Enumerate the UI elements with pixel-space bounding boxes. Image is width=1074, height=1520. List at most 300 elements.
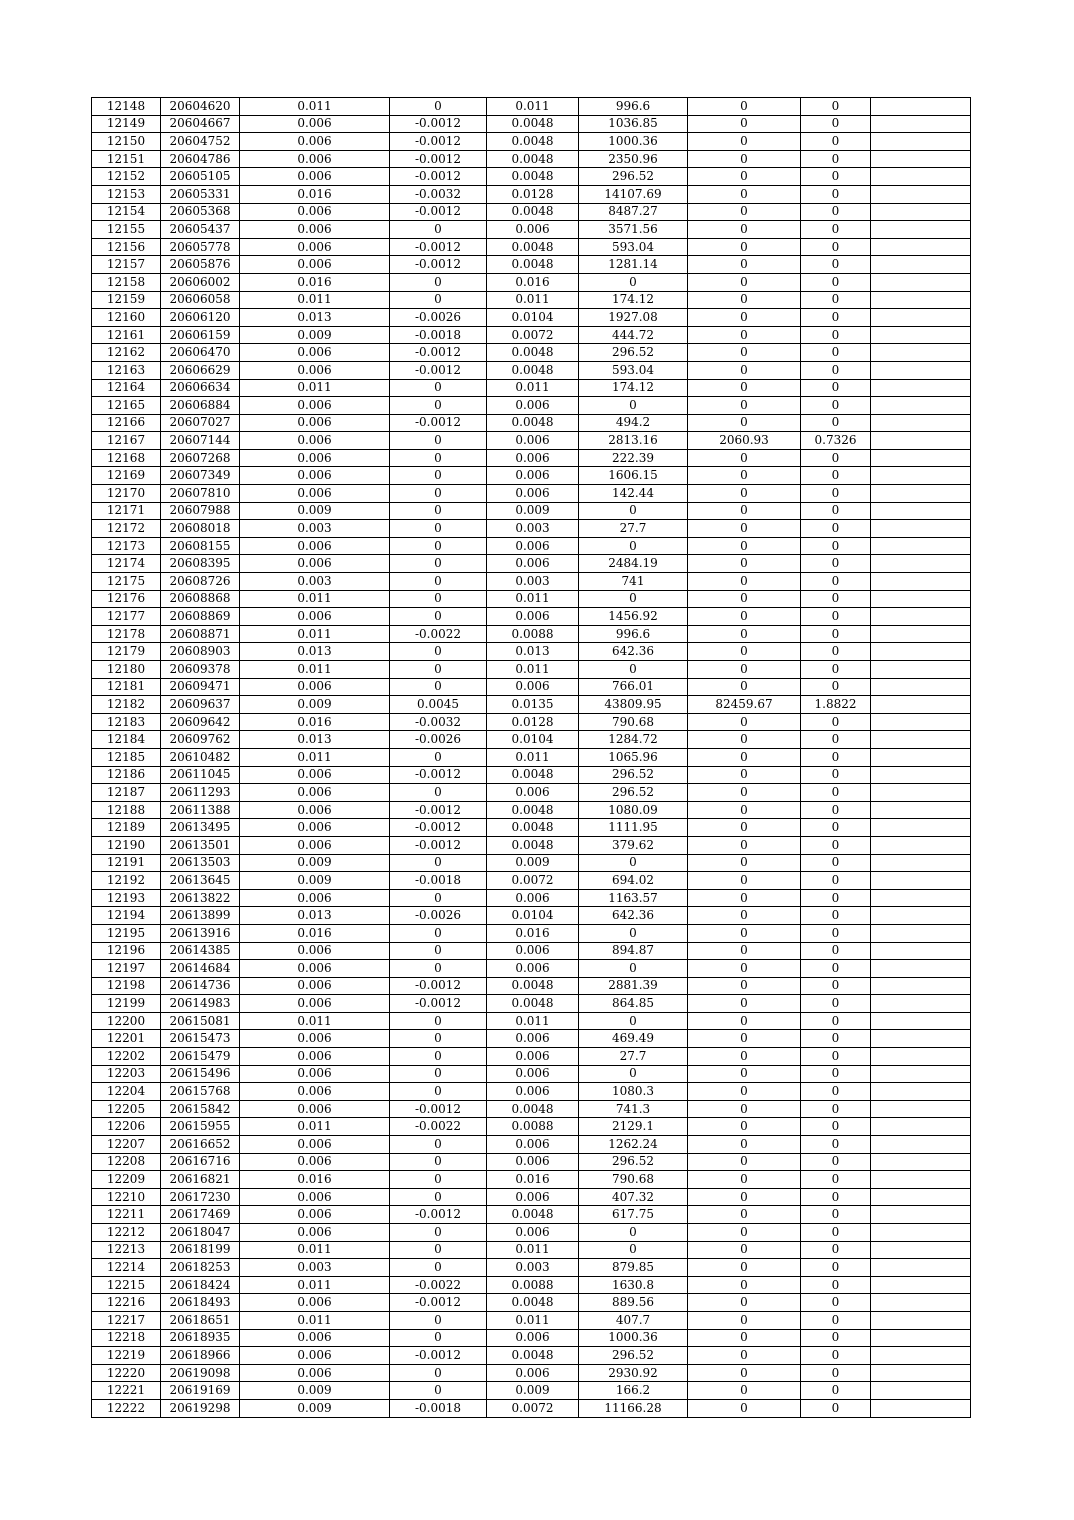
secondary-amount-cell: 0: [688, 784, 801, 802]
rate-cell: 0.009: [240, 696, 390, 714]
empty-cell: [871, 1171, 971, 1189]
secondary-amount-cell: 0: [688, 573, 801, 591]
secondary-amount-cell: 0: [688, 1224, 801, 1242]
id-cell: 20606058: [161, 291, 240, 309]
table-row: [92, 872, 971, 890]
secondary-amount-cell: 2060.93: [688, 432, 801, 450]
net-rate-cell: 0.016: [487, 273, 579, 291]
empty-cell: [871, 1118, 971, 1136]
rate-cell: 0.006: [240, 361, 390, 379]
id-cell: 20614684: [161, 960, 240, 978]
adjustment-cell: -0.0012: [390, 1347, 487, 1365]
empty-cell: [871, 907, 971, 925]
amount-cell: 296.52: [579, 784, 688, 802]
net-rate-cell: 0.006: [487, 889, 579, 907]
empty-cell: [871, 977, 971, 995]
rate-cell: 0.006: [240, 397, 390, 415]
id-cell: 20608869: [161, 608, 240, 626]
table-row: [92, 1083, 971, 1101]
table-row: [92, 397, 971, 415]
ratio-cell: 0: [801, 1012, 871, 1030]
amount-cell: 0: [579, 661, 688, 679]
ratio-cell: 0: [801, 150, 871, 168]
empty-cell: [871, 854, 971, 872]
id-cell: 20608903: [161, 643, 240, 661]
row-index-cell: 12151: [92, 150, 161, 168]
net-rate-cell: 0.0048: [487, 1100, 579, 1118]
row-index-cell: 12148: [92, 98, 161, 116]
id-cell: 20615842: [161, 1100, 240, 1118]
ratio-cell: 0: [801, 889, 871, 907]
id-cell: 20609637: [161, 696, 240, 714]
net-rate-cell: 0.003: [487, 520, 579, 538]
empty-cell: [871, 1083, 971, 1101]
net-rate-cell: 0.006: [487, 608, 579, 626]
amount-cell: 27.7: [579, 1048, 688, 1066]
row-index-cell: 12154: [92, 203, 161, 221]
secondary-amount-cell: 0: [688, 1329, 801, 1347]
net-rate-cell: 0.006: [487, 397, 579, 415]
table-row: [92, 361, 971, 379]
ratio-cell: 0: [801, 661, 871, 679]
net-rate-cell: 0.0048: [487, 995, 579, 1013]
net-rate-cell: 0.0048: [487, 115, 579, 133]
rate-cell: 0.006: [240, 819, 390, 837]
ratio-cell: 0: [801, 326, 871, 344]
ratio-cell: 0: [801, 1188, 871, 1206]
empty-cell: [871, 1382, 971, 1400]
amount-cell: 1456.92: [579, 608, 688, 626]
row-index-cell: 12213: [92, 1241, 161, 1259]
id-cell: 20604752: [161, 133, 240, 151]
adjustment-cell: 0: [390, 854, 487, 872]
rate-cell: 0.013: [240, 643, 390, 661]
amount-cell: 1284.72: [579, 731, 688, 749]
empty-cell: [871, 784, 971, 802]
amount-cell: 296.52: [579, 344, 688, 362]
rate-cell: 0.006: [240, 942, 390, 960]
row-index-cell: 12195: [92, 924, 161, 942]
row-index-cell: 12155: [92, 221, 161, 239]
amount-cell: 1927.08: [579, 309, 688, 327]
row-index-cell: 12150: [92, 133, 161, 151]
empty-cell: [871, 872, 971, 890]
id-cell: 20619298: [161, 1399, 240, 1417]
table-row: [92, 1136, 971, 1154]
row-index-cell: 12210: [92, 1188, 161, 1206]
empty-cell: [871, 379, 971, 397]
ratio-cell: 0: [801, 678, 871, 696]
secondary-amount-cell: 0: [688, 485, 801, 503]
ratio-cell: 0: [801, 185, 871, 203]
row-index-cell: 12219: [92, 1347, 161, 1365]
table-row: [92, 1241, 971, 1259]
adjustment-cell: -0.0012: [390, 1294, 487, 1312]
net-rate-cell: 0.0048: [487, 361, 579, 379]
table-row: [92, 1171, 971, 1189]
table-row: [92, 537, 971, 555]
amount-cell: 8487.27: [579, 203, 688, 221]
table-row: [92, 889, 971, 907]
amount-cell: 2881.39: [579, 977, 688, 995]
row-index-cell: 12183: [92, 713, 161, 731]
net-rate-cell: 0.006: [487, 537, 579, 555]
net-rate-cell: 0.006: [487, 1224, 579, 1242]
table-row: [92, 661, 971, 679]
empty-cell: [871, 625, 971, 643]
amount-cell: 27.7: [579, 520, 688, 538]
amount-cell: 1281.14: [579, 256, 688, 274]
amount-cell: 1065.96: [579, 748, 688, 766]
empty-cell: [871, 1364, 971, 1382]
row-index-cell: 12175: [92, 573, 161, 591]
secondary-amount-cell: 0: [688, 942, 801, 960]
adjustment-cell: -0.0012: [390, 344, 487, 362]
secondary-amount-cell: 0: [688, 819, 801, 837]
ratio-cell: 0: [801, 1241, 871, 1259]
table-row: [92, 696, 971, 714]
amount-cell: 1630.8: [579, 1276, 688, 1294]
ratio-cell: 0: [801, 309, 871, 327]
adjustment-cell: 0: [390, 432, 487, 450]
empty-cell: [871, 1224, 971, 1242]
id-cell: 20617469: [161, 1206, 240, 1224]
adjustment-cell: 0: [390, 1012, 487, 1030]
ratio-cell: 0: [801, 467, 871, 485]
empty-cell: [871, 238, 971, 256]
amount-cell: 3571.56: [579, 221, 688, 239]
rate-cell: 0.013: [240, 907, 390, 925]
row-index-cell: 12192: [92, 872, 161, 890]
id-cell: 20613916: [161, 924, 240, 942]
secondary-amount-cell: 0: [688, 836, 801, 854]
ratio-cell: 0: [801, 819, 871, 837]
adjustment-cell: 0: [390, 555, 487, 573]
row-index-cell: 12170: [92, 485, 161, 503]
ratio-cell: 0: [801, 801, 871, 819]
net-rate-cell: 0.006: [487, 784, 579, 802]
adjustment-cell: -0.0032: [390, 713, 487, 731]
id-cell: 20617230: [161, 1188, 240, 1206]
adjustment-cell: -0.0012: [390, 414, 487, 432]
id-cell: 20615955: [161, 1118, 240, 1136]
table-row: [92, 748, 971, 766]
table-row: [92, 326, 971, 344]
table-row: [92, 995, 971, 1013]
amount-cell: 864.85: [579, 995, 688, 1013]
rate-cell: 0.006: [240, 467, 390, 485]
row-index-cell: 12211: [92, 1206, 161, 1224]
table-row: [92, 819, 971, 837]
secondary-amount-cell: 0: [688, 872, 801, 890]
table-row: [92, 1382, 971, 1400]
rate-cell: 0.006: [240, 960, 390, 978]
table-row: [92, 573, 971, 591]
empty-cell: [871, 573, 971, 591]
row-index-cell: 12166: [92, 414, 161, 432]
amount-cell: 889.56: [579, 1294, 688, 1312]
net-rate-cell: 0.0048: [487, 168, 579, 186]
row-index-cell: 12165: [92, 397, 161, 415]
ratio-cell: 0: [801, 1259, 871, 1277]
rate-cell: 0.011: [240, 379, 390, 397]
table-row: [92, 801, 971, 819]
empty-cell: [871, 203, 971, 221]
net-rate-cell: 0.011: [487, 379, 579, 397]
secondary-amount-cell: 0: [688, 168, 801, 186]
secondary-amount-cell: 0: [688, 977, 801, 995]
secondary-amount-cell: 0: [688, 608, 801, 626]
id-cell: 20613822: [161, 889, 240, 907]
id-cell: 20606159: [161, 326, 240, 344]
id-cell: 20605105: [161, 168, 240, 186]
net-rate-cell: 0.0104: [487, 907, 579, 925]
rate-cell: 0.009: [240, 326, 390, 344]
secondary-amount-cell: 0: [688, 995, 801, 1013]
rate-cell: 0.011: [240, 98, 390, 116]
table-row: [92, 608, 971, 626]
id-cell: 20614385: [161, 942, 240, 960]
secondary-amount-cell: 0: [688, 625, 801, 643]
ratio-cell: 0: [801, 520, 871, 538]
id-cell: 20619169: [161, 1382, 240, 1400]
ratio-cell: 0: [801, 238, 871, 256]
row-index-cell: 12217: [92, 1311, 161, 1329]
empty-cell: [871, 696, 971, 714]
row-index-cell: 12204: [92, 1083, 161, 1101]
id-cell: 20607988: [161, 502, 240, 520]
secondary-amount-cell: 0: [688, 150, 801, 168]
row-index-cell: 12208: [92, 1153, 161, 1171]
table-row: [92, 1294, 971, 1312]
table-row: [92, 625, 971, 643]
net-rate-cell: 0.006: [487, 449, 579, 467]
net-rate-cell: 0.011: [487, 661, 579, 679]
adjustment-cell: -0.0012: [390, 361, 487, 379]
row-index-cell: 12193: [92, 889, 161, 907]
table-row: [92, 1329, 971, 1347]
table-row: [92, 273, 971, 291]
adjustment-cell: 0: [390, 485, 487, 503]
empty-cell: [871, 168, 971, 186]
secondary-amount-cell: 0: [688, 537, 801, 555]
net-rate-cell: 0.0048: [487, 133, 579, 151]
secondary-amount-cell: 0: [688, 1171, 801, 1189]
adjustment-cell: 0: [390, 98, 487, 116]
empty-cell: [871, 1276, 971, 1294]
amount-cell: 0: [579, 537, 688, 555]
rate-cell: 0.006: [240, 150, 390, 168]
adjustment-cell: -0.0012: [390, 819, 487, 837]
rate-cell: 0.006: [240, 1153, 390, 1171]
net-rate-cell: 0.011: [487, 1241, 579, 1259]
empty-cell: [871, 766, 971, 784]
net-rate-cell: 0.006: [487, 960, 579, 978]
table-row: [92, 238, 971, 256]
ratio-cell: 0: [801, 256, 871, 274]
adjustment-cell: -0.0026: [390, 309, 487, 327]
amount-cell: 142.44: [579, 485, 688, 503]
id-cell: 20609471: [161, 678, 240, 696]
rate-cell: 0.006: [240, 1347, 390, 1365]
ratio-cell: 0: [801, 203, 871, 221]
amount-cell: 174.12: [579, 379, 688, 397]
ratio-cell: 0: [801, 502, 871, 520]
amount-cell: 879.85: [579, 1259, 688, 1277]
empty-cell: [871, 1259, 971, 1277]
net-rate-cell: 0.006: [487, 1083, 579, 1101]
ratio-cell: 0: [801, 485, 871, 503]
table-row: [92, 414, 971, 432]
adjustment-cell: -0.0022: [390, 625, 487, 643]
amount-cell: 766.01: [579, 678, 688, 696]
empty-cell: [871, 661, 971, 679]
table-row: [92, 907, 971, 925]
id-cell: 20607027: [161, 414, 240, 432]
table-row: [92, 1206, 971, 1224]
rate-cell: 0.013: [240, 309, 390, 327]
table-row: [92, 977, 971, 995]
secondary-amount-cell: 0: [688, 1259, 801, 1277]
id-cell: 20604786: [161, 150, 240, 168]
adjustment-cell: -0.0032: [390, 185, 487, 203]
net-rate-cell: 0.009: [487, 502, 579, 520]
rate-cell: 0.006: [240, 889, 390, 907]
amount-cell: 296.52: [579, 1347, 688, 1365]
ratio-cell: 0: [801, 731, 871, 749]
empty-cell: [871, 960, 971, 978]
empty-cell: [871, 309, 971, 327]
adjustment-cell: 0: [390, 1171, 487, 1189]
adjustment-cell: 0: [390, 397, 487, 415]
rate-cell: 0.009: [240, 872, 390, 890]
amount-cell: 996.6: [579, 625, 688, 643]
rate-cell: 0.011: [240, 291, 390, 309]
row-index-cell: 12158: [92, 273, 161, 291]
net-rate-cell: 0.0048: [487, 1206, 579, 1224]
net-rate-cell: 0.0088: [487, 1118, 579, 1136]
ratio-cell: 0: [801, 397, 871, 415]
table-row: [92, 1048, 971, 1066]
id-cell: 20605437: [161, 221, 240, 239]
adjustment-cell: -0.0022: [390, 1118, 487, 1136]
id-cell: 20616716: [161, 1153, 240, 1171]
empty-cell: [871, 889, 971, 907]
amount-cell: 444.72: [579, 326, 688, 344]
ratio-cell: 0: [801, 942, 871, 960]
amount-cell: 296.52: [579, 766, 688, 784]
amount-cell: 741.3: [579, 1100, 688, 1118]
empty-cell: [871, 273, 971, 291]
net-rate-cell: 0.016: [487, 1171, 579, 1189]
adjustment-cell: -0.0012: [390, 1100, 487, 1118]
table-row: [92, 713, 971, 731]
empty-cell: [871, 643, 971, 661]
empty-cell: [871, 1012, 971, 1030]
net-rate-cell: 0.0048: [487, 344, 579, 362]
net-rate-cell: 0.011: [487, 291, 579, 309]
row-index-cell: 12203: [92, 1065, 161, 1083]
secondary-amount-cell: 0: [688, 555, 801, 573]
rate-cell: 0.011: [240, 625, 390, 643]
secondary-amount-cell: 0: [688, 133, 801, 151]
adjustment-cell: 0: [390, 661, 487, 679]
secondary-amount-cell: 0: [688, 924, 801, 942]
rate-cell: 0.003: [240, 573, 390, 591]
id-cell: 20611045: [161, 766, 240, 784]
row-index-cell: 12220: [92, 1364, 161, 1382]
adjustment-cell: 0: [390, 1030, 487, 1048]
adjustment-cell: -0.0012: [390, 977, 487, 995]
net-rate-cell: 0.009: [487, 1382, 579, 1400]
net-rate-cell: 0.0048: [487, 1294, 579, 1312]
amount-cell: 1000.36: [579, 1329, 688, 1347]
secondary-amount-cell: 0: [688, 1206, 801, 1224]
empty-cell: [871, 801, 971, 819]
ratio-cell: 0: [801, 555, 871, 573]
rate-cell: 0.006: [240, 678, 390, 696]
empty-cell: [871, 1206, 971, 1224]
amount-cell: 0: [579, 1224, 688, 1242]
row-index-cell: 12194: [92, 907, 161, 925]
row-index-cell: 12188: [92, 801, 161, 819]
id-cell: 20611388: [161, 801, 240, 819]
adjustment-cell: 0: [390, 291, 487, 309]
ratio-cell: 0: [801, 1399, 871, 1417]
id-cell: 20607268: [161, 449, 240, 467]
empty-cell: [871, 115, 971, 133]
table-row: [92, 1276, 971, 1294]
net-rate-cell: 0.0072: [487, 1399, 579, 1417]
secondary-amount-cell: 0: [688, 256, 801, 274]
table-row: [92, 678, 971, 696]
net-rate-cell: 0.0128: [487, 713, 579, 731]
table-row: [92, 185, 971, 203]
empty-cell: [871, 1294, 971, 1312]
ratio-cell: 0: [801, 1364, 871, 1382]
amount-cell: 617.75: [579, 1206, 688, 1224]
secondary-amount-cell: 0: [688, 238, 801, 256]
secondary-amount-cell: 0: [688, 1188, 801, 1206]
row-index-cell: 12173: [92, 537, 161, 555]
row-index-cell: 12196: [92, 942, 161, 960]
adjustment-cell: 0: [390, 537, 487, 555]
ratio-cell: 0: [801, 221, 871, 239]
ratio-cell: 0: [801, 344, 871, 362]
secondary-amount-cell: 0: [688, 1012, 801, 1030]
ratio-cell: 0: [801, 98, 871, 116]
adjustment-cell: -0.0018: [390, 326, 487, 344]
adjustment-cell: 0: [390, 942, 487, 960]
ratio-cell: 0: [801, 608, 871, 626]
amount-cell: 494.2: [579, 414, 688, 432]
amount-cell: 894.87: [579, 942, 688, 960]
ratio-cell: 0: [801, 1382, 871, 1400]
amount-cell: 1111.95: [579, 819, 688, 837]
secondary-amount-cell: 0: [688, 801, 801, 819]
net-rate-cell: 0.006: [487, 1065, 579, 1083]
rate-cell: 0.006: [240, 449, 390, 467]
row-index-cell: 12198: [92, 977, 161, 995]
id-cell: 20606884: [161, 397, 240, 415]
ratio-cell: 0: [801, 977, 871, 995]
id-cell: 20613495: [161, 819, 240, 837]
id-cell: 20606470: [161, 344, 240, 362]
amount-cell: 469.49: [579, 1030, 688, 1048]
row-index-cell: 12212: [92, 1224, 161, 1242]
empty-cell: [871, 221, 971, 239]
net-rate-cell: 0.011: [487, 590, 579, 608]
